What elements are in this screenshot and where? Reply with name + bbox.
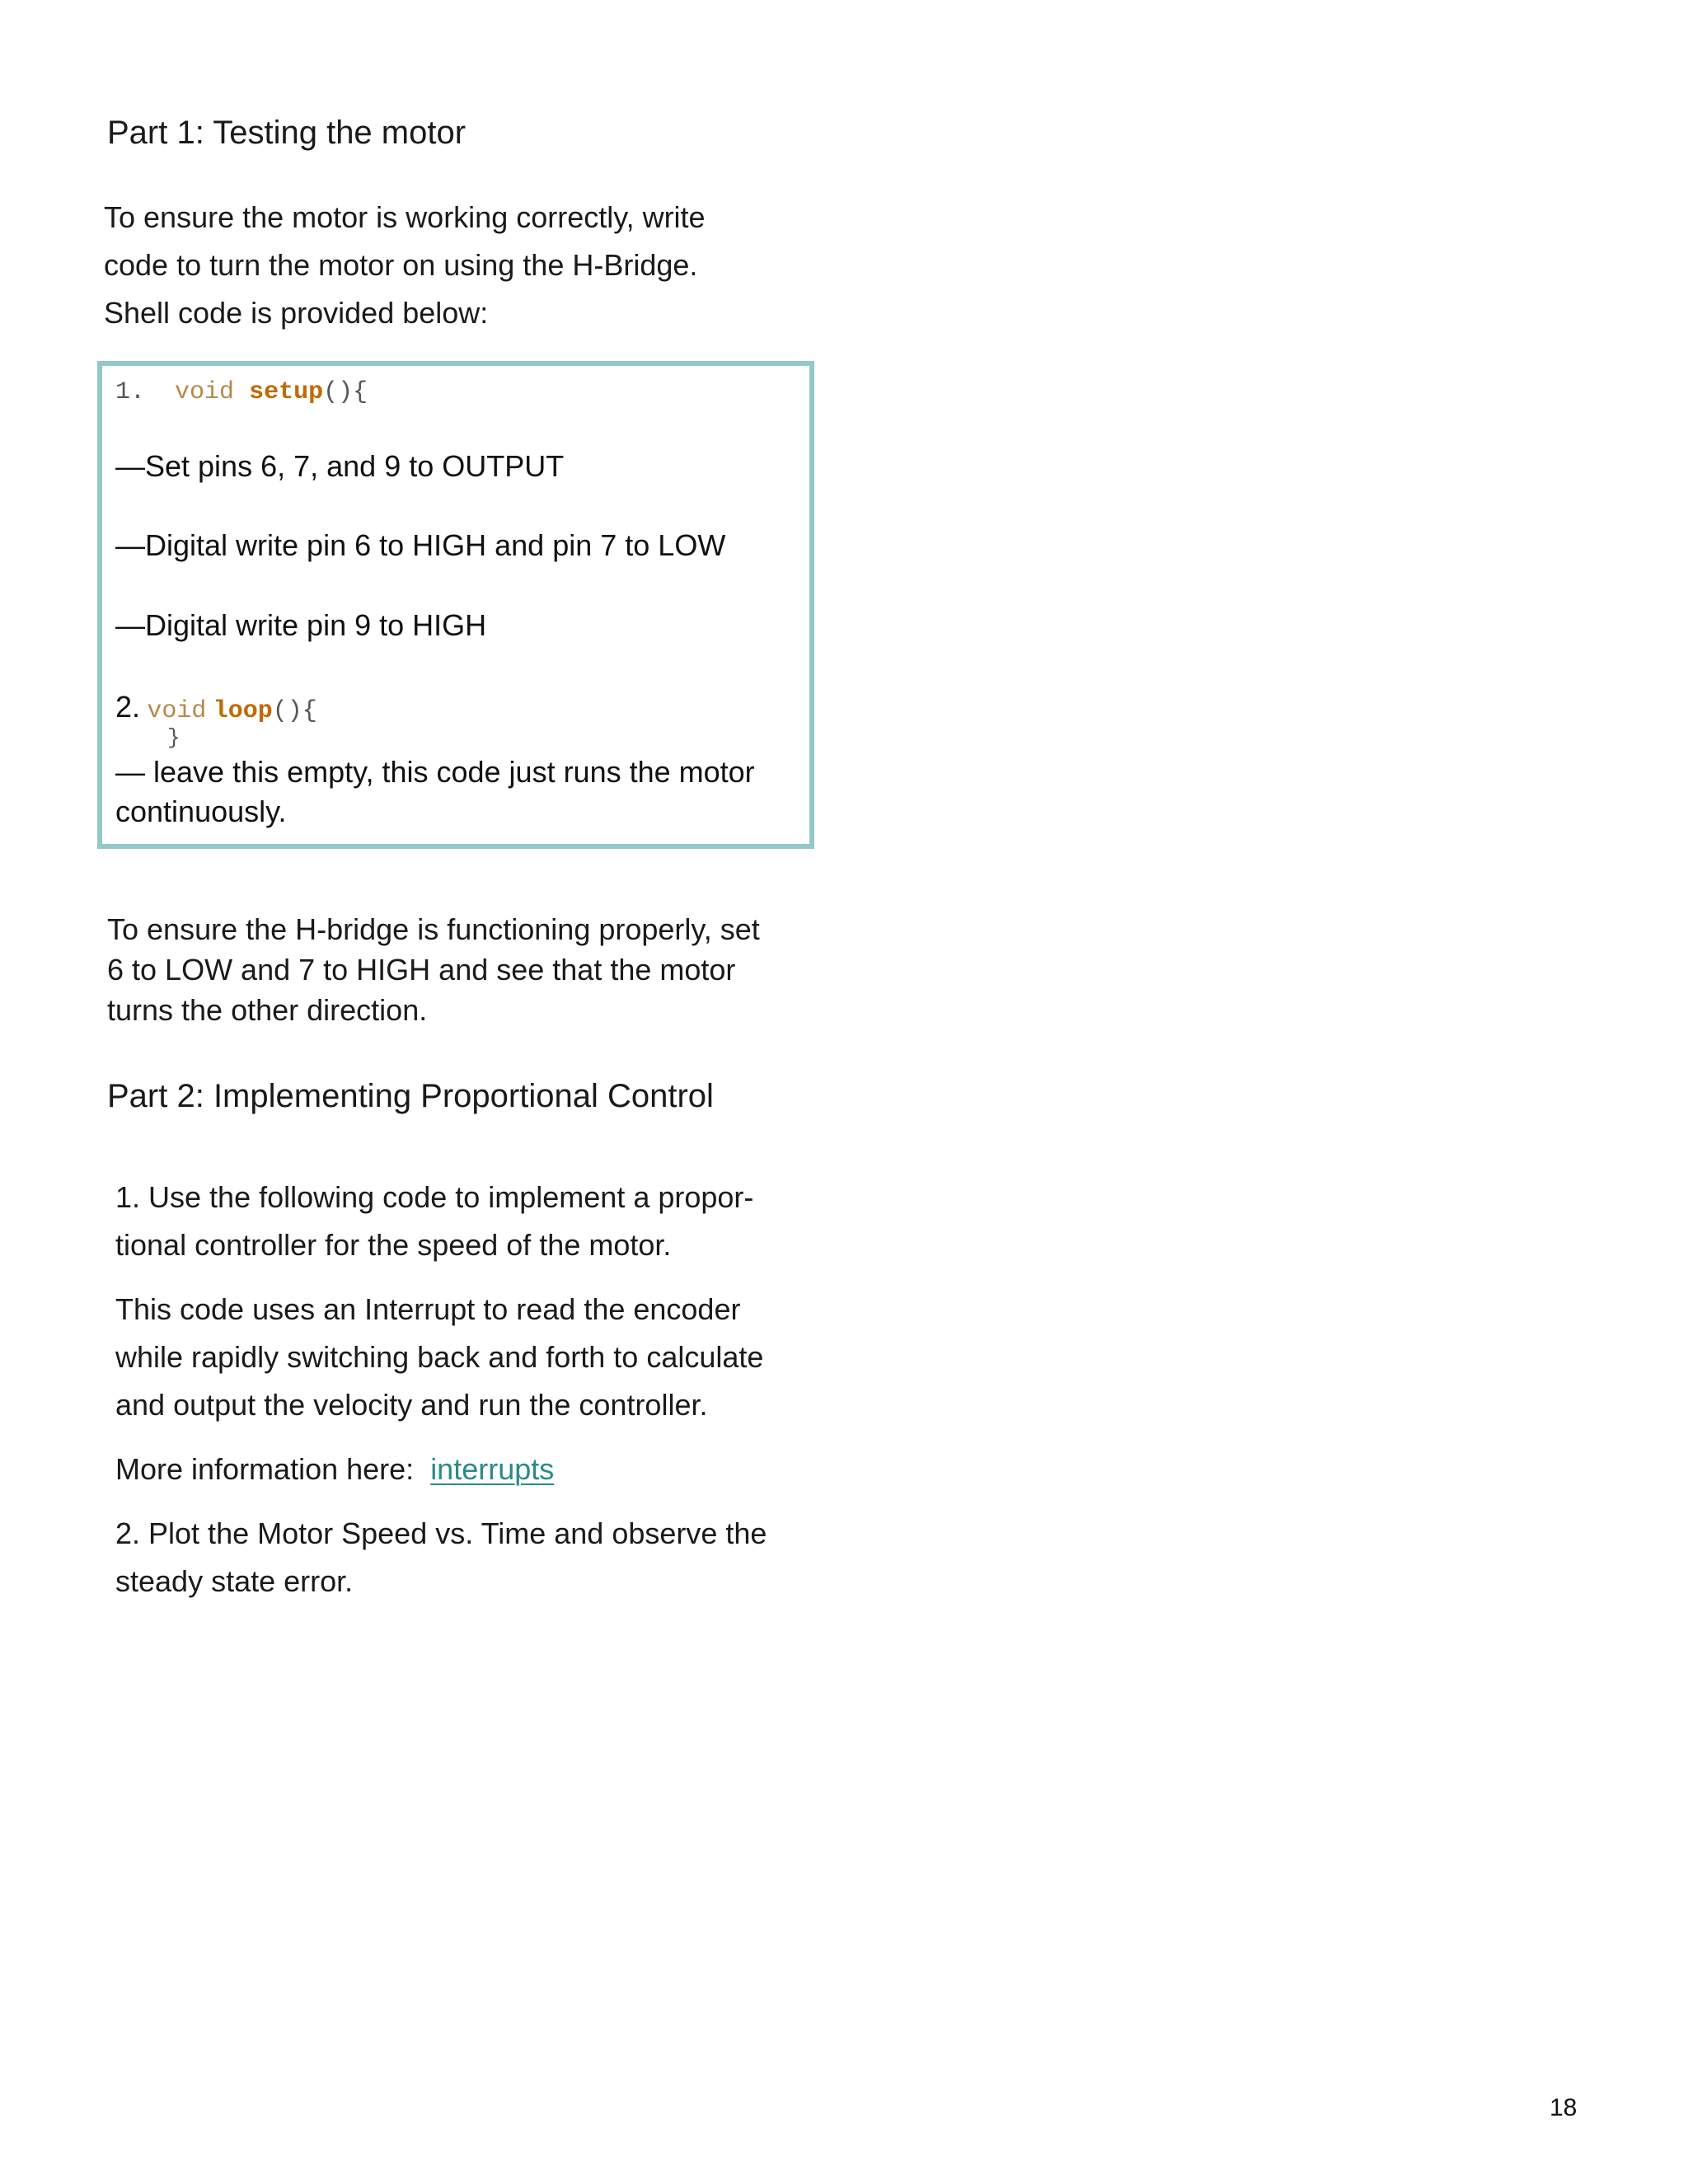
part2-step1-line: tional controller for the speed of the motor. [115, 1228, 672, 1262]
page-number: 18 [1550, 2094, 1578, 2121]
setup-function-name: setup [249, 378, 324, 406]
hbridge-note [107, 909, 760, 1030]
part2-explanation-line: and output the velocity and run the controller. [115, 1388, 708, 1422]
setup-code-line [115, 377, 368, 407]
step-set-pins: —Set pins 6, 7, and 9 to OUTPUT [115, 449, 565, 483]
loop-note-line: continuously. [115, 794, 287, 828]
part1-heading: Part 1: Testing the motor [107, 115, 467, 151]
hbridge-note-line: 6 to LOW and 7 to HIGH and see that the motor [107, 953, 736, 987]
part2-step2 [115, 1510, 767, 1605]
loop-close-brace: } [167, 725, 181, 750]
loop-keyword: void [147, 697, 207, 725]
loop-note-line: — leave this empty, this code just runs the motor [115, 755, 755, 789]
loop-note [115, 752, 755, 832]
interrupts-link[interactable]: interrupts [430, 1452, 555, 1486]
more-info-line [115, 1446, 554, 1493]
step-digital-write-enable: —Digital write pin 9 to HIGH [115, 608, 487, 642]
setup-punctuation: (){ [323, 378, 368, 406]
part2-heading: Part 2: Implementing Proportional Control [107, 1078, 714, 1114]
more-info-label: More information here: [115, 1452, 415, 1486]
part1-intro-line: Shell code is provided below: [104, 296, 489, 330]
shell-code-box [97, 361, 814, 849]
part2-step1 [115, 1174, 753, 1269]
hbridge-note-line: turns the other direction. [107, 993, 428, 1027]
loop-line-number: 2. [115, 690, 141, 724]
part2-explanation-line: This code uses an Interrupt to read the encoder [115, 1292, 741, 1326]
part2-explanation [115, 1286, 763, 1429]
part2-explanation-line: while rapidly switching back and forth to calculate [115, 1340, 764, 1374]
part2-step2-line: 2. Plot the Motor Speed vs. Time and observe the [115, 1516, 767, 1550]
part1-intro [104, 194, 706, 337]
part2-step2-line: steady state error. [115, 1564, 354, 1598]
loop-function-name: loop [213, 697, 273, 725]
loop-code-line [115, 689, 317, 729]
part2-step1-line: 1. Use the following code to implement a propor- [115, 1180, 754, 1214]
part1-intro-line: code to turn the motor on using the H-Bridge. [104, 248, 698, 282]
setup-keyword: void [175, 378, 235, 406]
step-digital-write-direction: —Digital write pin 6 to HIGH and pin 7 to LOW [115, 528, 726, 562]
hbridge-note-line: To ensure the H-bridge is functioning properly, set [107, 912, 760, 946]
part1-intro-line: To ensure the motor is working correctly, write [104, 200, 706, 234]
setup-line-number: 1. [115, 378, 146, 406]
loop-punctuation: (){ [272, 697, 317, 725]
